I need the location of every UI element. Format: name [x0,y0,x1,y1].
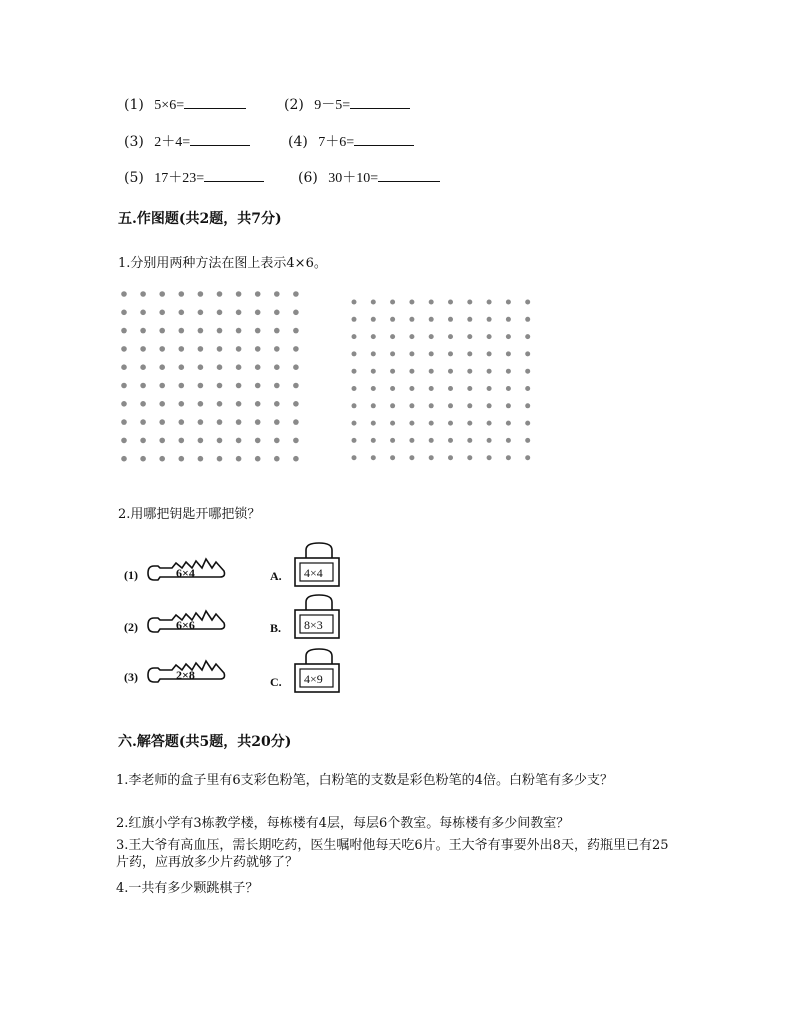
grid-dot [217,438,223,444]
key-2[interactable] [124,608,234,644]
grid-dot [293,310,299,316]
grid-dot [293,291,299,297]
key-number: (2) [124,620,138,634]
grid-dot [236,291,242,297]
calc-label: (4) [288,134,308,150]
grid-dot [255,346,261,352]
grid-dot [255,310,261,316]
grid-dot [371,369,376,374]
grid-dot [236,438,242,444]
grid-dot [293,383,299,389]
grid-dot [217,291,223,297]
grid-dot [487,369,492,374]
grid-dot [159,310,165,316]
grid-dot [467,300,472,305]
lock-expression: 8×3 [304,618,323,632]
grid-dot [487,403,492,408]
grid-dot [179,346,185,352]
calc-expression: 7＋6= [318,135,355,150]
grid-dot [159,456,165,462]
grid-dot [274,310,280,316]
grid-dot [293,364,299,370]
grid-dot [217,310,223,316]
grid-dot [198,383,204,389]
calc-item-1 [124,94,246,114]
answer-blank[interactable] [350,94,410,109]
lock-c[interactable] [270,646,350,696]
grid-dot [179,419,185,425]
grid-dot [371,317,376,322]
grid-dot [506,317,511,322]
key-3[interactable] [124,658,234,694]
grid-dot [352,300,357,305]
grid-dot [390,438,395,443]
grid-dot [506,455,511,460]
grid-dot [198,438,204,444]
calc-expression: 5×6= [154,98,185,113]
grid-dot [467,438,472,443]
grid-dot [159,346,165,352]
grid-dot [467,455,472,460]
grid-dot [198,291,204,297]
lock-letter: A. [270,569,282,583]
answer-question-2: 2.红旗小学有3栋教学楼，每栋楼有4层，每层6个教室。每栋楼有多少间教室？ [116,816,570,831]
grid-dot [236,364,242,370]
calc-item-4 [288,131,414,151]
grid-dot [198,364,204,370]
answer-blank[interactable] [184,94,246,109]
calc-label: (6) [298,170,318,186]
grid-dot [198,310,204,316]
grid-dot [506,351,511,356]
answer-question-3: 3.王大爷有高血压，需长期吃药，医生嘱咐他每天吃6片。王大爷有事要外出8天，药瓶里已有25片药，应再放多少片药就够了？ [116,838,669,870]
grid-dot [198,419,204,425]
answer-question-4: 4.一共有多少颗跳棋子？ [116,881,259,896]
grid-dot [274,401,280,407]
grid-dot [217,401,223,407]
grid-dot [121,291,127,297]
grid-dot [429,403,434,408]
grid-dot [255,328,261,334]
grid-dot [179,328,185,334]
grid-dot [429,351,434,356]
grid-dot [140,383,146,389]
grid-dot [525,334,530,339]
grid-dot [506,334,511,339]
grid-dot [121,456,127,462]
grid-dot [179,438,185,444]
grid-dot [371,403,376,408]
lock-b[interactable] [270,592,350,642]
grid-dot [429,317,434,322]
grid-dot [217,328,223,334]
grid-dot [487,300,492,305]
grid-dot [390,455,395,460]
grid-dot [159,438,165,444]
grid-dot [429,421,434,426]
grid-dot [159,419,165,425]
grid-dot [217,364,223,370]
grid-dot [409,455,414,460]
grid-dot [140,419,146,425]
grid-dot [140,401,146,407]
grid-dot [217,383,223,389]
grid-dot [293,456,299,462]
answer-blank[interactable] [378,167,440,182]
grid-dot [448,300,453,305]
grid-dot [121,364,127,370]
grid-dot [506,438,511,443]
grid-dot [236,310,242,316]
grid-dot [140,291,146,297]
calc-label: (2) [284,97,304,113]
grid-dot [198,328,204,334]
grid-dot [217,346,223,352]
calc-label: (3) [124,134,144,150]
grid-dot [179,383,185,389]
section-title-drawing: 五.作图题(共2题，共7分) [118,211,282,227]
grid-dot [140,346,146,352]
lock-letter: B. [270,621,282,635]
grid-dot [179,310,185,316]
grid-dot [390,317,395,322]
grid-dot [352,317,357,322]
answer-blank[interactable] [190,131,250,146]
grid-dot [179,456,185,462]
grid-dot [236,383,242,389]
key-1[interactable] [124,556,234,592]
grid-dot [371,455,376,460]
grid-dot [274,383,280,389]
grid-dot [274,419,280,425]
grid-dot [429,300,434,305]
grid-dot [467,317,472,322]
grid-dot [409,403,414,408]
grid-dot [448,317,453,322]
grid-dot [525,403,530,408]
grid-dot [467,351,472,356]
grid-dot [274,364,280,370]
grid-dot [274,346,280,352]
grid-dot [121,310,127,316]
calc-expression: 2＋4= [154,135,191,150]
grid-dot [371,300,376,305]
grid-dot [371,334,376,339]
grid-dot [217,419,223,425]
grid-dot [236,346,242,352]
answer-question-1: 1.李老师的盒子里有6支彩色粉笔，白粉笔的支数是彩色粉笔的4倍。白粉笔有多少支？ [116,773,613,788]
grid-dot [371,438,376,443]
grid-dot [371,386,376,391]
grid-dot [487,421,492,426]
key-number: (3) [124,670,138,684]
grid-dot [448,421,453,426]
grid-dot [179,401,185,407]
answer-blank[interactable] [204,167,264,182]
grid-dot [525,455,530,460]
grid-dot [525,438,530,443]
grid-dot [255,401,261,407]
grid-dot [179,291,185,297]
grid-dot [409,421,414,426]
grid-dot [448,334,453,339]
lock-a[interactable] [270,540,350,590]
grid-dot [255,383,261,389]
grid-dot [390,351,395,356]
grid-dot [467,334,472,339]
grid-dot [429,369,434,374]
grid-dot [121,419,127,425]
calc-expression: 17＋23= [154,171,205,186]
grid-dot [506,421,511,426]
grid-dot [121,328,127,334]
grid-dot [159,328,165,334]
grid-dot [140,364,146,370]
grid-dot [487,455,492,460]
grid-dot [352,351,357,356]
grid-dot [525,421,530,426]
grid-dot [159,401,165,407]
grid-dot [467,369,472,374]
grid-dot [429,334,434,339]
grid-dot [525,386,530,391]
dot-grid-left[interactable] [114,286,324,466]
grid-dot [159,383,165,389]
calc-item-3 [124,131,250,151]
lock-expression: 4×9 [304,672,323,686]
grid-dot [293,346,299,352]
key-expression: 6×6 [176,618,195,632]
calc-item-6 [298,167,440,187]
grid-dot [409,369,414,374]
dot-grid-right[interactable] [346,294,536,466]
grid-dot [448,455,453,460]
grid-dot [487,317,492,322]
grid-dot [140,438,146,444]
grid-dot [179,364,185,370]
grid-dot [255,291,261,297]
grid-dot [121,346,127,352]
grid-dot [506,300,511,305]
grid-dot [274,456,280,462]
grid-dot [390,369,395,374]
grid-dot [293,328,299,334]
grid-dot [487,438,492,443]
grid-dot [236,419,242,425]
grid-dot [293,419,299,425]
grid-dot [390,300,395,305]
question-keys-locks: 2.用哪把钥匙开哪把锁？ [118,507,261,522]
calc-item-5 [124,167,264,187]
grid-dot [409,438,414,443]
grid-dot [487,334,492,339]
grid-dot [371,351,376,356]
grid-dot [255,364,261,370]
grid-dot [274,291,280,297]
grid-dot [352,334,357,339]
grid-dot [487,351,492,356]
grid-dot [525,300,530,305]
grid-dot [236,328,242,334]
grid-dot [255,456,261,462]
grid-dot [429,386,434,391]
lock-letter: C. [270,675,282,689]
calc-label: (5) [124,170,144,186]
grid-dot [159,291,165,297]
grid-dot [352,421,357,426]
grid-dot [236,401,242,407]
calc-expression: 30＋10= [328,171,379,186]
grid-dot [409,386,414,391]
grid-dot [467,403,472,408]
grid-dot [409,300,414,305]
grid-dot [467,386,472,391]
grid-dot [467,421,472,426]
grid-dot [525,317,530,322]
lock-expression: 4×4 [304,566,323,580]
grid-dot [293,438,299,444]
calc-item-2 [284,94,410,114]
answer-blank[interactable] [354,131,414,146]
grid-dot [448,351,453,356]
grid-dot [274,438,280,444]
grid-dot [352,403,357,408]
grid-dot [140,456,146,462]
grid-dot [429,455,434,460]
grid-dot [448,438,453,443]
grid-dot [448,386,453,391]
grid-dot [506,403,511,408]
grid-dot [255,419,261,425]
grid-dot [198,456,204,462]
grid-dot [352,438,357,443]
grid-dot [487,386,492,391]
grid-dot [506,386,511,391]
grid-dot [198,346,204,352]
grid-dot [140,328,146,334]
grid-dot [293,401,299,407]
grid-dot [448,369,453,374]
grid-dot [409,351,414,356]
grid-dot [121,383,127,389]
grid-dot [121,438,127,444]
grid-dot [140,310,146,316]
section-title-answers: 六.解答题(共5题，共20分) [118,734,292,750]
key-expression: 6×4 [176,566,195,580]
grid-dot [198,401,204,407]
grid-dot [274,328,280,334]
grid-dot [525,369,530,374]
grid-dot [390,386,395,391]
grid-dot [121,401,127,407]
grid-dot [352,369,357,374]
question-dot-grid: 1.分别用两种方法在图上表示4×6。 [118,256,327,271]
calc-label: (1) [124,97,144,113]
grid-dot [409,334,414,339]
key-expression: 2×8 [176,668,195,682]
grid-dot [390,403,395,408]
calc-expression: 9－5= [314,98,351,113]
grid-dot [352,386,357,391]
grid-dot [429,438,434,443]
grid-dot [409,317,414,322]
grid-dot [506,369,511,374]
key-number: (1) [124,568,138,582]
grid-dot [390,421,395,426]
grid-dot [371,421,376,426]
grid-dot [217,456,223,462]
grid-dot [352,455,357,460]
grid-dot [159,364,165,370]
grid-dot [255,438,261,444]
grid-dot [448,403,453,408]
grid-dot [390,334,395,339]
grid-dot [236,456,242,462]
grid-dot [525,351,530,356]
